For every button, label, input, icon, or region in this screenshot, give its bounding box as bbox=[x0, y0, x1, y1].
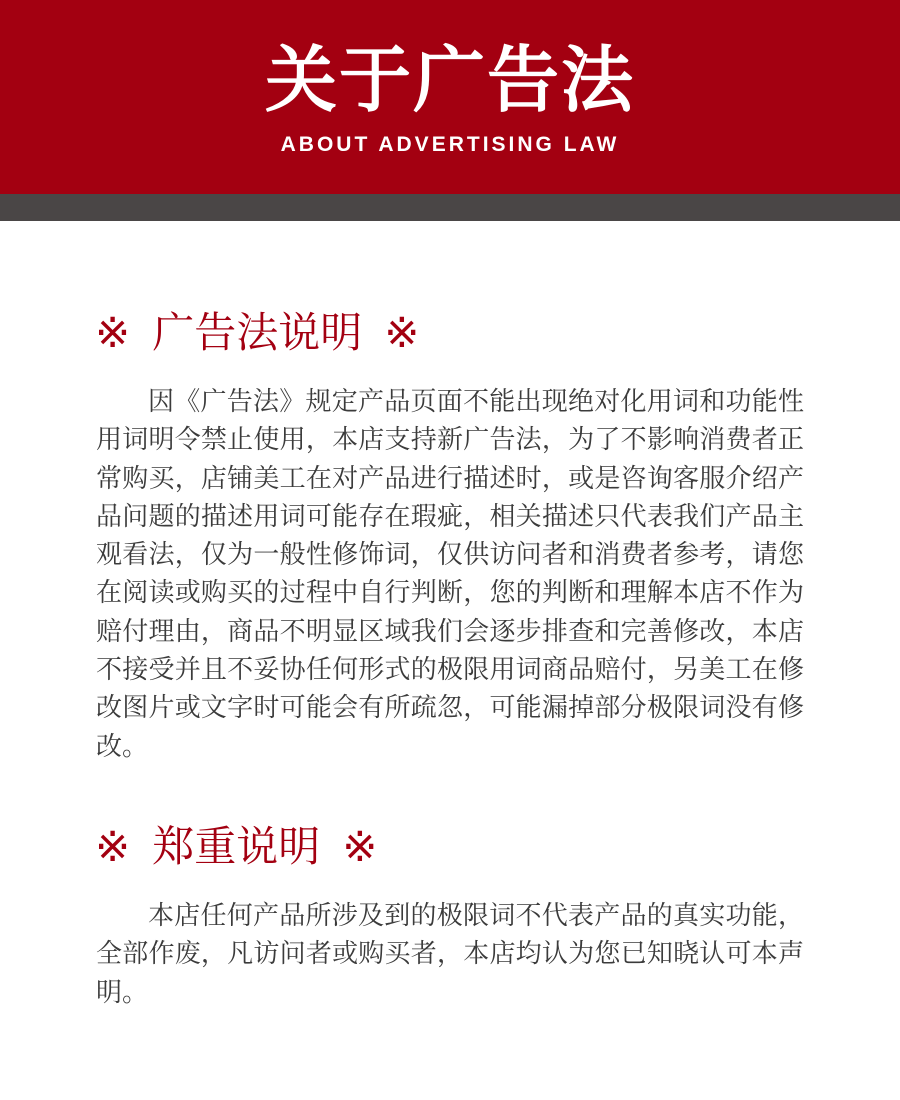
section-paragraph-ad-law: 因《广告法》规定产品页面不能出现绝对化用词和功能性用词明令禁止使用，本店支持新广告法，为了不影响消费者正常购买，店铺美工在对产品进行描述时，或是咨询客服介绍产品问题的描述用词可能存在瑕疵，相关描述只代表我们产品主观看法，仅为一般性修饰词，仅供访问者和消费者参考，请您在阅读或购买的过程中自行判断，您的判断和理解本店不作为赔付理由，商品不明显区域我们会逐步排查和完善修改，本店不接受并且不妥协任何形式的极限用词商品赔付，另美工在修改图片或文字时可能会有所疏忽，可能漏掉部分极限词没有修改。 bbox=[96, 387, 804, 762]
section-heading-text: 广告法说明 bbox=[152, 308, 363, 357]
header-banner bbox=[0, 0, 900, 194]
section-heading-text: 郑重说明 bbox=[152, 822, 321, 871]
reference-mark-icon: ※ bbox=[95, 308, 131, 357]
reference-mark-icon: ※ bbox=[384, 308, 420, 357]
section-heading-solemn-statement bbox=[95, 822, 377, 872]
page-title: 关于广告法 bbox=[264, 38, 635, 122]
section-heading-ad-law bbox=[95, 308, 419, 358]
reference-mark-icon: ※ bbox=[342, 822, 378, 871]
page-subtitle: ABOUT ADVERTISING LAW bbox=[280, 133, 620, 156]
header-divider-stripe bbox=[0, 194, 900, 221]
reference-mark-icon: ※ bbox=[95, 822, 131, 871]
section-paragraph-solemn-statement: 本店任何产品所涉及到的极限词不代表产品的真实功能，全部作废，凡访问者或购买者，本店均认为您已知晓认可本声明。 bbox=[96, 901, 804, 1008]
